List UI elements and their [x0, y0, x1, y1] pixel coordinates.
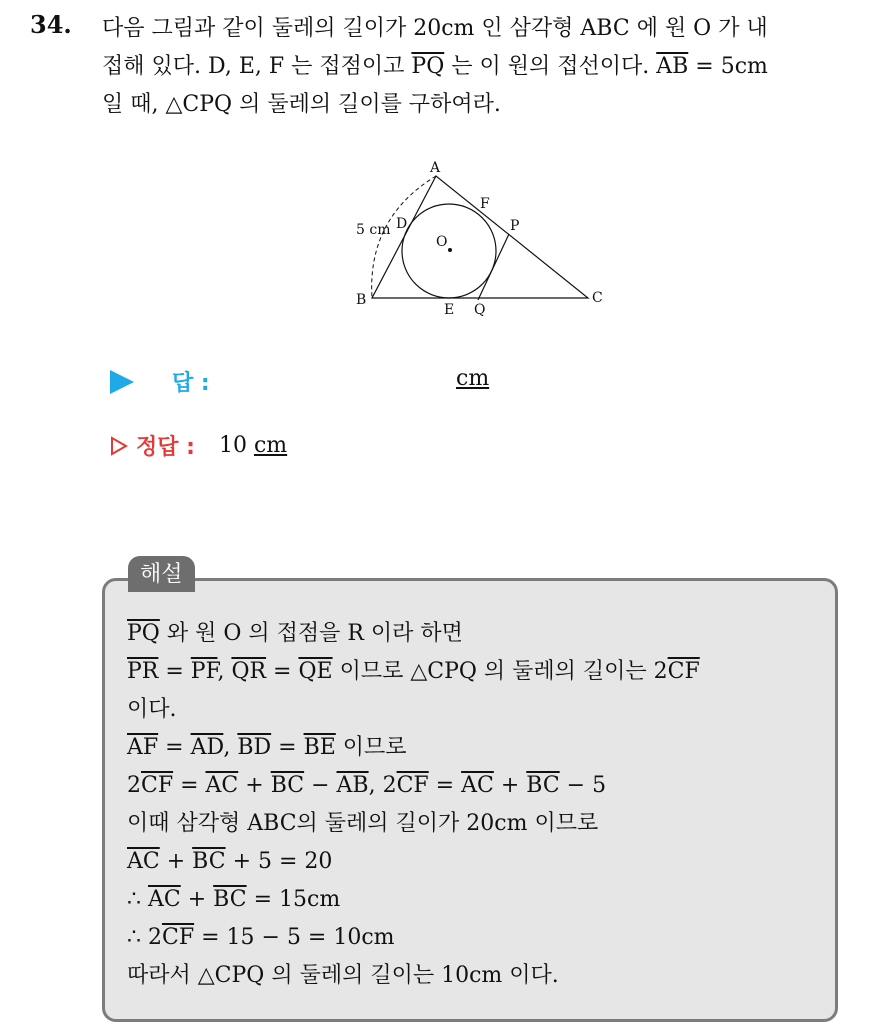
tangent-pq	[478, 234, 509, 300]
segment-ab: $\overline{AB}$	[656, 54, 689, 79]
solution-box	[102, 578, 838, 1022]
problem-line-1: 다음 그림과 같이 둘레의 길이가 20cm 인 삼각형 ABC 에 원 O 가 내	[102, 16, 768, 41]
label-p: P	[510, 218, 520, 234]
segment-pq: $\overline{PQ}$	[411, 54, 445, 79]
solution-line-9: ∴ $2\overline{CF} = 15 - 5 = 10cm$	[127, 925, 395, 950]
label-c: C	[592, 290, 603, 306]
label-q: Q	[474, 302, 486, 318]
problem	[30, 10, 870, 124]
solution-lines	[127, 615, 700, 995]
solution-line-6: 이때 삼각형 ABC의 둘레의 길이가 20cm 이므로	[127, 811, 599, 836]
play-triangle-icon	[110, 370, 134, 394]
center-o-dot	[448, 248, 452, 252]
correct-value: 10 cm	[218, 433, 288, 458]
problem-text	[102, 10, 870, 124]
correct-answer-row	[110, 430, 287, 461]
problem-line-2: 접해 있다. D, E, F 는 접점이고 $\overline{PQ}$ 는 이 원의 접선이다. $\overline{AB} = 5cm$	[102, 54, 768, 79]
label-length: 5 cm	[356, 222, 391, 238]
answer-row	[110, 366, 490, 397]
geometry-diagram	[352, 160, 612, 320]
solution-line-4: $\overline{AF} = \overline{AD}$, $\overline{BD} = \overline{BE}$ 이므로	[127, 735, 407, 760]
label-a: A	[430, 160, 441, 176]
correct-label: 정답 :	[136, 435, 195, 460]
solution-tag: 해설	[128, 556, 195, 592]
solution-line-10: 따라서 △CPQ 의 둘레의 길이는 10cm 이다.	[127, 963, 559, 988]
solution-line-3: 이다.	[127, 697, 177, 722]
label-o: O	[436, 234, 448, 250]
label-d: D	[396, 216, 408, 232]
solution-line-1: $\overline{PQ}$ 와 원 O 의 접점을 R 이라 하면	[127, 621, 463, 646]
label-f: F	[480, 196, 490, 212]
solution-line-8: ∴ $\overline{AC} + \overline{BC} = 15cm$	[127, 887, 341, 912]
answer-label: 답 :	[172, 371, 210, 396]
solution-line-2: $\overline{PR} = \overline{PF}$, $\overline{QR} = \overline{QE}$ 이므로 △CPQ 의 둘레의 길이는 $2\overline{CF}$	[127, 659, 700, 684]
solution-line-5: $2\overline{CF} = \overline{AC} + \overline{BC} - \overline{AB}$, $2\overline{CF} = \overline{AC} + \overline{BC} - 5$	[127, 773, 607, 798]
solution-line-7: $\overline{AC} + \overline{BC} + 5 = 20$	[127, 849, 333, 874]
problem-number: 34.	[30, 10, 72, 39]
label-e: E	[444, 302, 455, 318]
triangle-figure	[352, 160, 612, 320]
problem-line-3: 일 때, △CPQ 의 둘레의 길이를 구하여라.	[102, 92, 501, 117]
label-b: B	[356, 292, 367, 308]
answer-unit: cm	[456, 366, 490, 391]
outline-triangle-icon	[110, 436, 128, 456]
